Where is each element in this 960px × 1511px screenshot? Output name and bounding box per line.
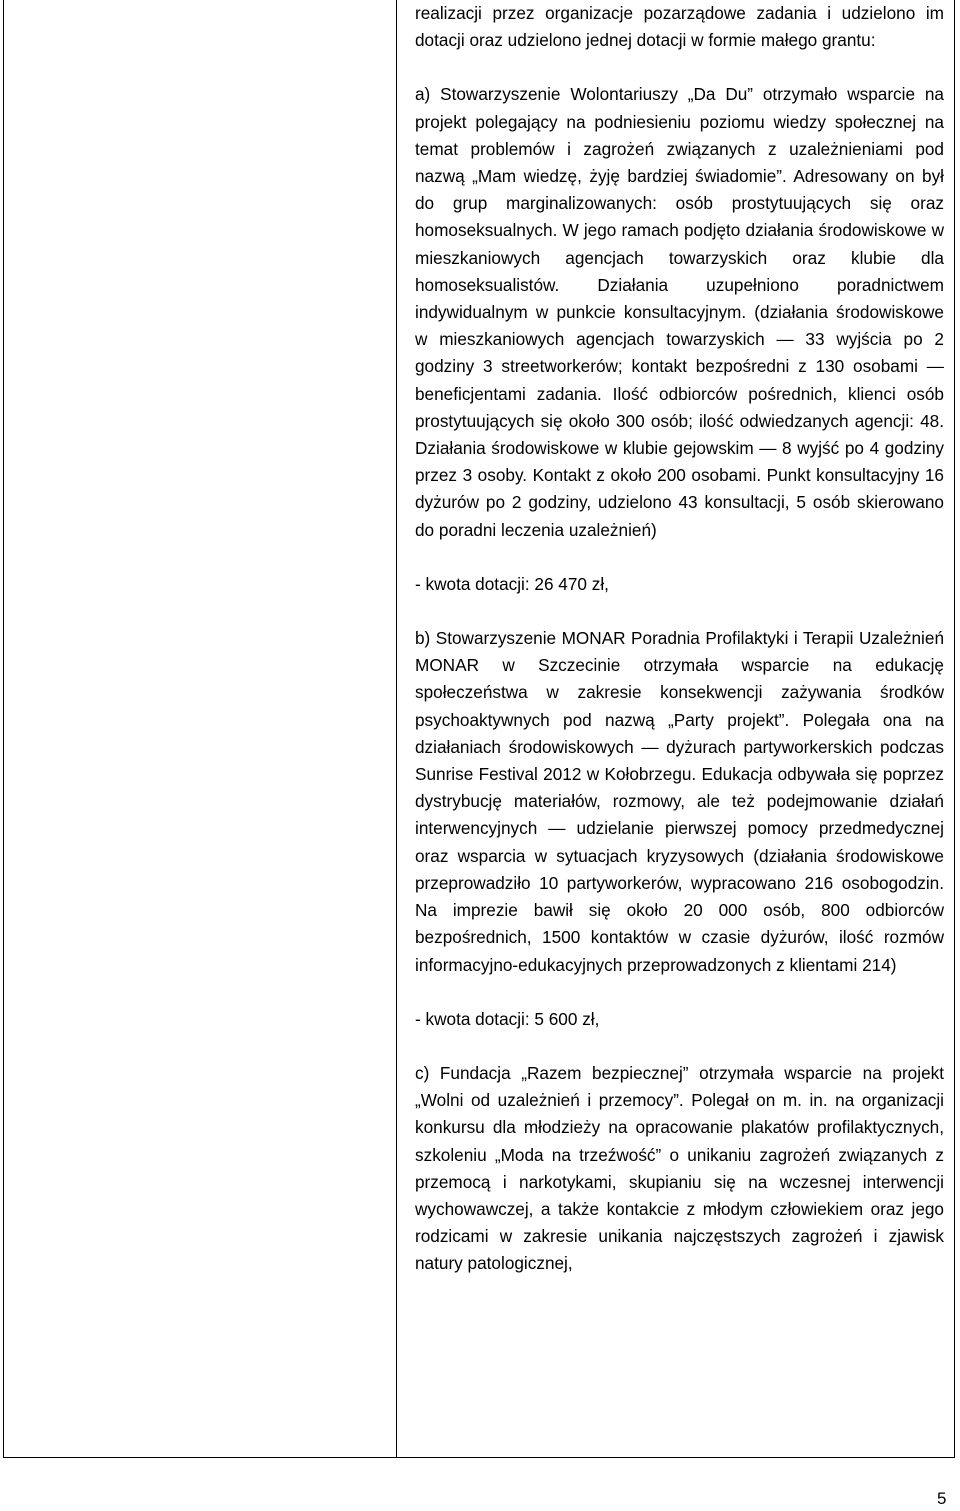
page-number: 5 (937, 1489, 947, 1508)
item-c-paragraph: c) Fundacja „Razem bezpiecznej” otrzymała wsparcie na projekt „Wolni od uzależnień i przemocy”. Polegał on m. in. na organizacji konkursu dla młodzieży na opracowanie plakatów profilaktycznych, szkoleniu „Moda na trzeźwość” o unikaniu zagrożeń związanych z przemocą i narkotykami, skupianiu się na wczesnej interwencji wychowawczej, a także kontakcie z młodym człowiekiem oraz jego rodzicami w zakresie unikania najczęstszych zagrożeń i zjawisk natury patologicznej, (415, 1062, 944, 1274)
item-a-grant-amount: - kwota dotacji: 26 470 zł, (415, 573, 609, 594)
item-b-grant-amount: - kwota dotacji: 5 600 zł, (415, 1008, 600, 1029)
column-divider (396, 0, 397, 1458)
intro-paragraph: realizacji przez organizacje pozarządowe zadania i udzielono im dotacji oraz udzielono jednej dotacji w formie małego grantu: (415, 3, 944, 51)
item-a-paragraph: a) Stowarzyszenie Wolontariuszy „Da Du” otrzymało wsparcie na projekt polegający na podniesieniu poziomu wiedzy społecznej na temat problemów i zagrożeń związanych z uzależnieniami pod nazwą „Mam wiedzę, żyję bardziej świadomie”. Adresowany on był do grup marginalizowanych: osób prostytuujących się oraz homoseksualnych. W jego ramach podjęto działania środowiskowe w mieszkaniowych agencjach towarzyskich oraz klubie dla homoseksualistów. Działania uzupełniono poradnictwem indywidualnym w punkcie konsultacyjnym. (działania środowiskowe w mieszkaniowych agencjach towarzyskich — 33 wyjścia po 2 godziny 3 streetworkerów; kontakt bezpośredni z 130 osobami — beneficjentami zadania. Ilość odbiorców pośrednich, klienci osób prostytuujących się około 300 osób; ilość odwiedzanych agencji: 48. Działania środowiskowe w klubie gejowskim — 8 wyjść po 4 godziny przez 3 osoby. Kontakt z około 200 osobami. Punkt konsultacyjny 16 dyżurów po 2 godziny, udzielono 43 konsultacji, 5 osób skierowano do poradni leczenia uzależnień) (415, 84, 944, 540)
item-b-paragraph: b) Stowarzyszenie MONAR Poradnia Profilaktyki i Terapii Uzależnień MONAR w Szczecinie otrzymała wsparcie na edukację społeczeństwa w zakresie konsekwencji zażywania środków psychoaktywnych pod nazwą „Party projekt”. Polegała ona na działaniach środowiskowych — dyżurach partyworkerskich podczas Sunrise Festival 2012 w Kołobrzegu. Edukacja odbywała się poprzez dystrybucję materiałów, rozmowy, ale też podejmowanie działań interwencyjnych — udzielanie pierwszej pomocy przedmedycznej oraz wsparcia w sytuacjach kryzysowych (działania środowiskowe przeprowadziło 10 partyworkerów, wypracowano 216 osobogodzin. Na imprezie bawił się około 20 000 osób, 800 odbiorców bezpośrednich, 1500 kontaktów w czasie dyżurów, ilość rozmów informacyjno-edukacyjnych przeprowadzonych z klientami 214) (415, 628, 944, 975)
document-body (415, 0, 944, 1278)
